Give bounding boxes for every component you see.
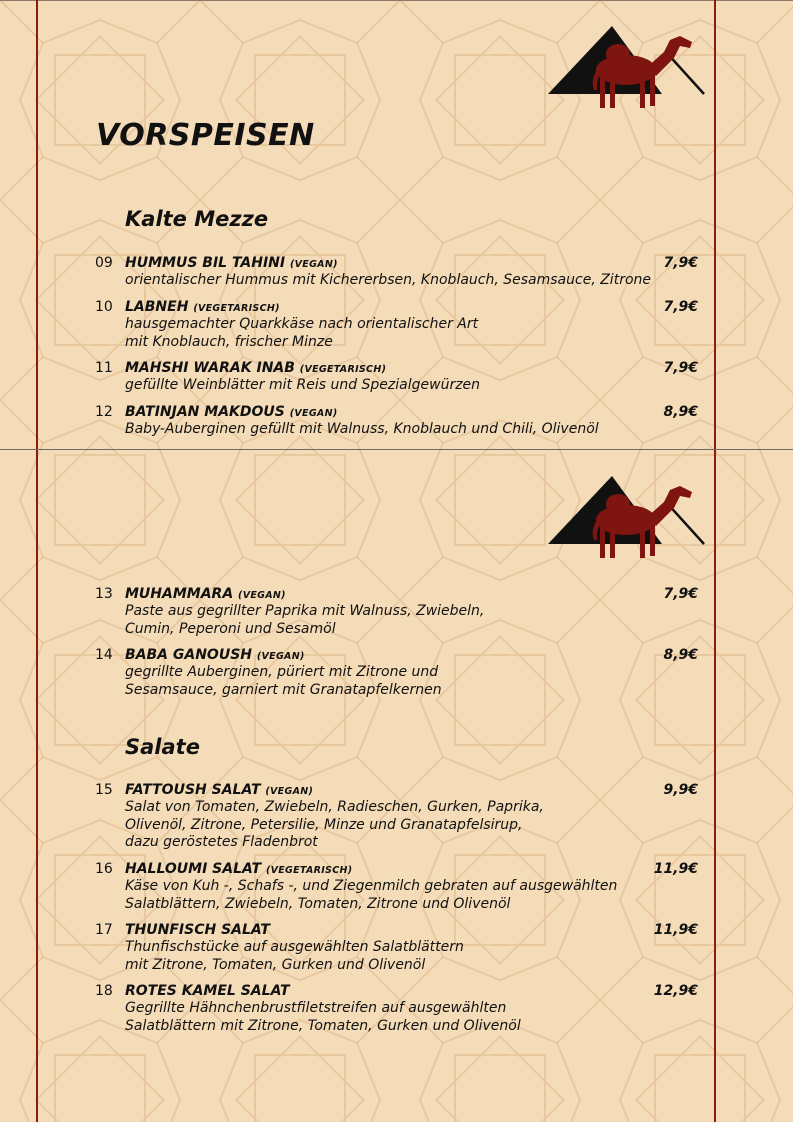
item-description: Salat von Tomaten, Zwiebeln, Radieschen, Gurken, Paprika, Olivenöl, Zitrone, Petersilie, Minze und Granatapfelsirup, dazu geröstetes Fladenbrot xyxy=(125,799,544,850)
item-price: 7,9€ xyxy=(663,586,698,602)
diet-tag: (VEGETARISCH) xyxy=(265,865,353,876)
camel-pyramid-logo xyxy=(546,24,706,110)
item-number: 18 xyxy=(95,983,113,999)
diet-tag: (VEGAN) xyxy=(289,259,338,270)
item-number: 17 xyxy=(95,922,113,938)
item-name: LABNEH (VEGETARISCH) xyxy=(125,299,280,315)
item-number: 11 xyxy=(95,360,113,376)
item-number: 10 xyxy=(95,299,113,315)
item-price: 8,9€ xyxy=(663,404,698,420)
item-number: 09 xyxy=(95,255,113,271)
item-number: 14 xyxy=(95,647,113,663)
camel-pyramid-logo xyxy=(546,474,706,560)
item-price: 11,9€ xyxy=(653,861,698,877)
item-description: Baby-Auberginen gefüllt mit Walnuss, Knoblauch und Chili, Olivenöl xyxy=(125,421,599,437)
item-price: 12,9€ xyxy=(653,983,698,999)
section-heading-salate: Salate xyxy=(125,735,200,759)
item-number: 16 xyxy=(95,861,113,877)
item-number: 13 xyxy=(95,586,113,602)
item-price: 7,9€ xyxy=(663,299,698,315)
item-name: MUHAMMARA (VEGAN) xyxy=(125,586,286,602)
item-description: Thunfischstücke auf ausgewählten Salatblättern mit Zitrone, Tomaten, Gurken und Olivenöl xyxy=(125,939,464,973)
item-description: Käse von Kuh -, Schafs -, und Ziegenmilch gebraten auf ausgewählten Salatblättern, Zwiebeln, Tomaten, Zitrone und Olivenöl xyxy=(125,878,618,912)
item-price: 7,9€ xyxy=(663,255,698,271)
item-name: HUMMUS BIL TAHINI (VEGAN) xyxy=(125,255,338,271)
item-name: ROTES KAMEL SALAT xyxy=(125,983,290,999)
item-description: Gegrillte Hähnchenbrustfiletstreifen auf ausgewählten Salatblättern mit Zitrone, Tomaten, Gurken und Olivenöl xyxy=(125,1000,521,1034)
item-number: 15 xyxy=(95,782,113,798)
item-name: BATINJAN MAKDOUS (VEGAN) xyxy=(125,404,338,420)
diet-tag: (VEGAN) xyxy=(238,590,286,601)
item-name: BABA GANOUSH (VEGAN) xyxy=(125,647,305,663)
item-description: orientalischer Hummus mit Kichererbsen, Knoblauch, Sesamsauce, Zitrone xyxy=(125,272,651,288)
diet-tag: (VEGETARISCH) xyxy=(299,364,387,375)
page-title: VORSPEISEN xyxy=(96,118,315,153)
item-price: 7,9€ xyxy=(663,360,698,376)
diet-tag: (VEGAN) xyxy=(265,786,314,797)
diet-tag: (VEGAN) xyxy=(256,651,305,662)
page-divider xyxy=(0,449,793,450)
item-description: hausgemachter Quarkkäse nach orientalischer Art mit Knoblauch, frischer Minze xyxy=(125,316,479,350)
item-name: MAHSHI WARAK INAB (VEGETARISCH) xyxy=(125,360,387,376)
left-border-line xyxy=(36,0,38,1122)
item-price: 9,9€ xyxy=(663,782,698,798)
item-description: Paste aus gegrillter Paprika mit Walnuss, Zwiebeln, Cumin, Peperoni und Sesamöl xyxy=(125,603,485,637)
diet-tag: (VEGAN) xyxy=(289,408,338,419)
top-border xyxy=(0,0,793,1)
item-number: 12 xyxy=(95,404,113,420)
diet-tag: (VEGETARISCH) xyxy=(193,303,280,314)
item-name: THUNFISCH SALAT xyxy=(125,922,270,938)
item-description: gefüllte Weinblätter mit Reis und Spezialgewürzen xyxy=(125,377,481,393)
item-price: 8,9€ xyxy=(663,647,698,663)
item-name: FATTOUSH SALAT (VEGAN) xyxy=(125,782,314,798)
item-description: gegrillte Auberginen, püriert mit Zitrone und Sesamsauce, garniert mit Granatapfelkernen xyxy=(125,664,442,698)
item-name: HALLOUMI SALAT (VEGETARISCH) xyxy=(125,861,353,877)
right-border-line xyxy=(714,0,716,1122)
section-heading-kalte-mezze: Kalte Mezze xyxy=(125,207,269,231)
item-price: 11,9€ xyxy=(653,922,698,938)
